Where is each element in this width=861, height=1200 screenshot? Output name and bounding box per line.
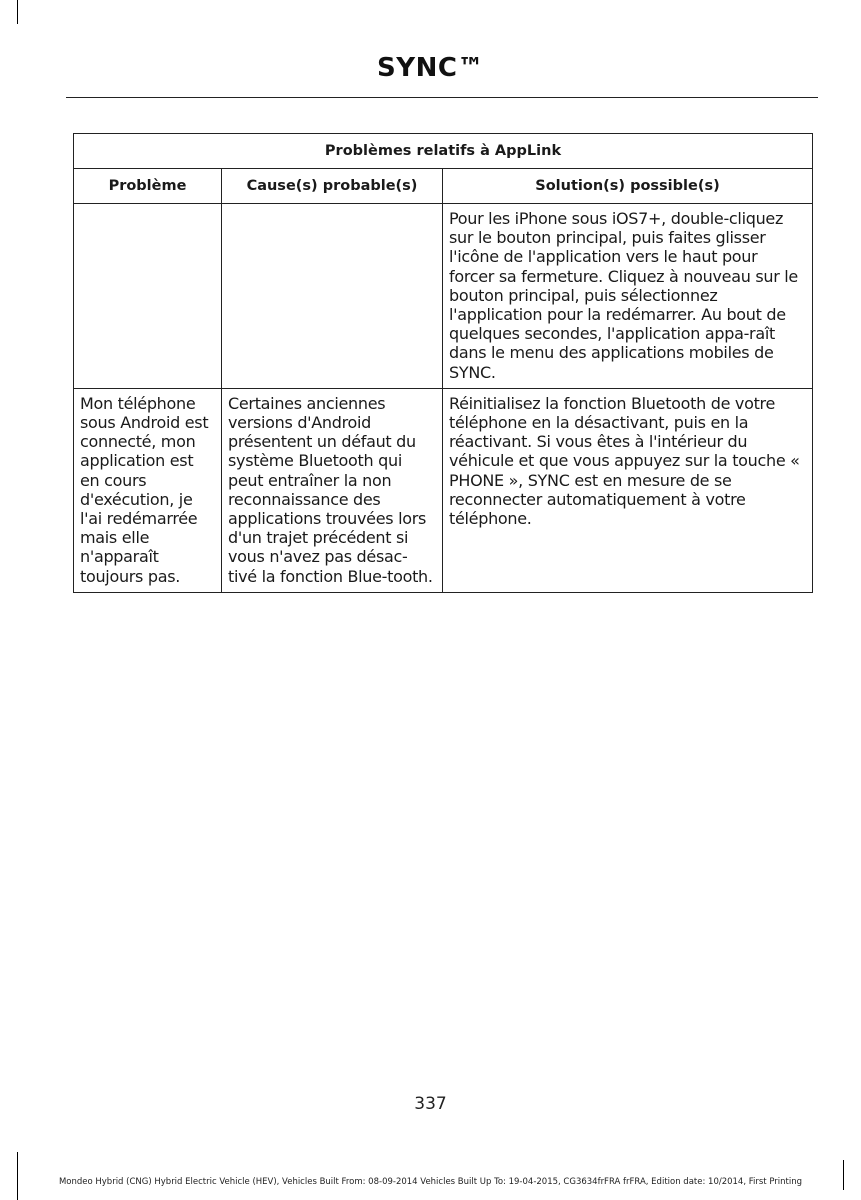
column-header-problem: Problème (74, 169, 222, 204)
cell-problem (74, 204, 222, 389)
applink-problems-table (73, 133, 813, 593)
crop-mark-top-left (17, 0, 18, 24)
column-header-solution: Solution(s) possible(s) (443, 169, 813, 204)
table-title-row (74, 134, 813, 169)
footer-imprint: Mondeo Hybrid (CNG) Hybrid Electric Vehicle (HEV), Vehicles Built From: 08-09-2014 Vehicles Built Up To: 19-04-2015, CG3634frFRA frFRA, Edition date: 10/2014, First Printing (58, 1177, 803, 1187)
page-title: SYNC™ (377, 53, 484, 83)
table-row (74, 204, 813, 389)
cell-problem: Mon téléphone sous Android est connecté, mon application est en cours d'exécution, je l'ai redémarrée mais elle n'apparaît toujours pas. (74, 388, 222, 592)
cell-solution: Réinitialisez la fonction Bluetooth de votre téléphone en la désactivant, puis en la réactivant. Si vous êtes à l'intérieur du véhicule et que vous appuyez sur la touche « PHONE », SYNC est en mesure de se reconnecter automatiquement à votre téléphone. (443, 388, 813, 592)
table-title: Problèmes relatifs à AppLink (74, 134, 813, 169)
page-number: 337 (414, 1094, 447, 1114)
table-row (74, 388, 813, 592)
column-header-cause: Cause(s) probable(s) (222, 169, 443, 204)
cell-cause: Certaines anciennes versions d'Android présentent un défaut du système Bluetooth qui peut entraîner la non reconnaissance des applications trouvées lors d'un trajet précédent si vous n'avez pas désac-tivé la fonction Blue-tooth. (222, 388, 443, 592)
cell-cause (222, 204, 443, 389)
table-header-row (74, 169, 813, 204)
cell-solution: Pour les iPhone sous iOS7+, double-cliquez sur le bouton principal, puis faites glisser l'icône de l'application vers le haut pour forcer sa fermeture. Cliquez à nouveau sur le bouton principal, puis sélectionnez l'application pour la redémarrer. Au bout de quelques secondes, l'application appa-raît dans le menu des applications mobiles de SYNC. (443, 204, 813, 389)
header-divider (66, 97, 818, 98)
crop-mark-bottom-left (17, 1152, 18, 1200)
